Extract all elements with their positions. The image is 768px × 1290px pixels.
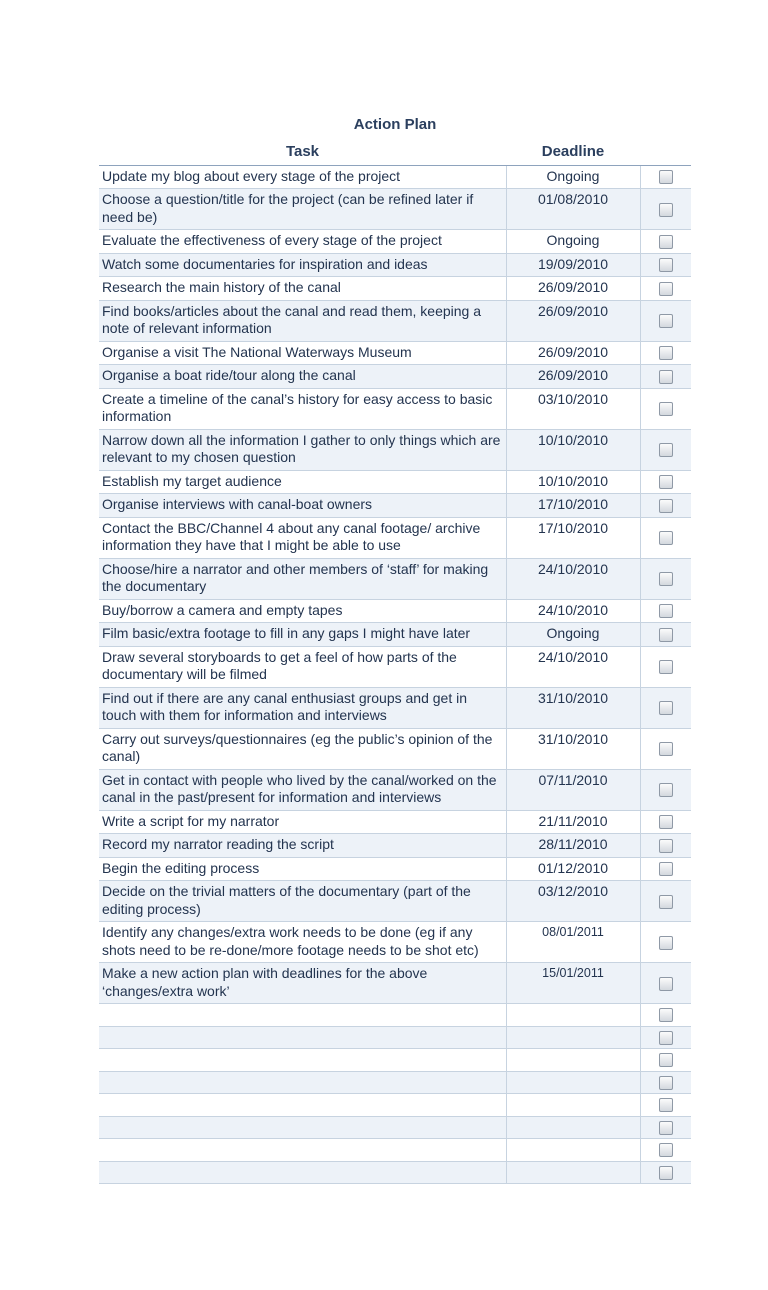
table-row — [99, 810, 691, 834]
task-cell: Contact the BBC/Channel 4 about any canal footage/ archive information they have that I might be able to use — [99, 517, 506, 558]
task-checkbox[interactable] — [659, 531, 673, 545]
checkbox-column-header — [640, 140, 691, 165]
deadline-cell: Ongoing — [506, 165, 640, 189]
task-checkbox[interactable] — [659, 783, 673, 797]
task-cell: Carry out surveys/questionnaires (eg the public’s opinion of the canal) — [99, 728, 506, 769]
table-row — [99, 1026, 691, 1049]
table-row — [99, 277, 691, 301]
task-cell — [99, 1004, 506, 1027]
table-row — [99, 1116, 691, 1139]
task-cell: Watch some documentaries for inspiration and ideas — [99, 253, 506, 277]
checkbox-cell — [640, 388, 691, 429]
task-cell — [99, 1026, 506, 1049]
checkbox-cell — [640, 517, 691, 558]
deadline-cell: 28/11/2010 — [506, 834, 640, 858]
table-row — [99, 1139, 691, 1162]
task-cell: Make a new action plan with deadlines for the above ‘changes/extra work’ — [99, 963, 506, 1004]
table-row — [99, 728, 691, 769]
task-checkbox[interactable] — [659, 660, 673, 674]
task-checkbox[interactable] — [659, 742, 673, 756]
checkbox-cell — [640, 189, 691, 230]
deadline-cell: 24/10/2010 — [506, 599, 640, 623]
deadline-cell: 24/10/2010 — [506, 558, 640, 599]
checkbox-cell — [640, 857, 691, 881]
deadline-cell: Ongoing — [506, 623, 640, 647]
checkbox-cell — [640, 810, 691, 834]
task-cell — [99, 1116, 506, 1139]
deadline-cell: 10/10/2010 — [506, 470, 640, 494]
task-checkbox[interactable] — [659, 1098, 673, 1112]
task-checkbox[interactable] — [659, 1166, 673, 1180]
task-cell: Organise a visit The National Waterways Museum — [99, 341, 506, 365]
task-checkbox[interactable] — [659, 977, 673, 991]
task-checkbox[interactable] — [659, 170, 673, 184]
checkbox-cell — [640, 1071, 691, 1094]
table-row — [99, 494, 691, 518]
task-checkbox[interactable] — [659, 258, 673, 272]
task-checkbox[interactable] — [659, 499, 673, 513]
deadline-cell: 17/10/2010 — [506, 494, 640, 518]
task-cell: Get in contact with people who lived by the canal/worked on the canal in the past/present for information and interviews — [99, 769, 506, 810]
task-cell — [99, 1139, 506, 1162]
table-row — [99, 623, 691, 647]
checkbox-cell — [640, 1004, 691, 1027]
table-row — [99, 881, 691, 922]
checkbox-cell — [640, 300, 691, 341]
checkbox-cell — [640, 558, 691, 599]
deadline-cell — [506, 1094, 640, 1117]
deadline-cell: 07/11/2010 — [506, 769, 640, 810]
checkbox-cell — [640, 341, 691, 365]
table-row — [99, 834, 691, 858]
task-cell: Write a script for my narrator — [99, 810, 506, 834]
table-row — [99, 963, 691, 1004]
deadline-cell: 08/01/2011 — [506, 922, 640, 963]
checkbox-cell — [640, 728, 691, 769]
checkbox-cell — [640, 599, 691, 623]
task-cell — [99, 1049, 506, 1072]
checkbox-cell — [640, 165, 691, 189]
table-row — [99, 1161, 691, 1184]
task-checkbox[interactable] — [659, 936, 673, 950]
deadline-cell: 19/09/2010 — [506, 253, 640, 277]
task-cell: Find out if there are any canal enthusiast groups and get in touch with them for information and interviews — [99, 687, 506, 728]
table-row — [99, 687, 691, 728]
table-row — [99, 1004, 691, 1027]
task-cell: Find books/articles about the canal and read them, keeping a note of relevant information — [99, 300, 506, 341]
table-row — [99, 1094, 691, 1117]
task-cell: Research the main history of the canal — [99, 277, 506, 301]
task-checkbox[interactable] — [659, 235, 673, 249]
checkbox-cell — [640, 881, 691, 922]
deadline-column-header: Deadline — [506, 140, 640, 165]
checkbox-cell — [640, 922, 691, 963]
task-checkbox[interactable] — [659, 572, 673, 586]
table-row — [99, 1049, 691, 1072]
checkbox-cell — [640, 1161, 691, 1184]
task-cell: Organise a boat ride/tour along the canal — [99, 365, 506, 389]
deadline-cell: 26/09/2010 — [506, 277, 640, 301]
checkbox-cell — [640, 1026, 691, 1049]
checkbox-cell — [640, 1139, 691, 1162]
task-checkbox[interactable] — [659, 839, 673, 853]
deadline-cell: Ongoing — [506, 230, 640, 254]
deadline-cell: 03/10/2010 — [506, 388, 640, 429]
task-cell: Record my narrator reading the script — [99, 834, 506, 858]
task-cell: Evaluate the effectiveness of every stage of the project — [99, 230, 506, 254]
deadline-cell: 31/10/2010 — [506, 687, 640, 728]
task-cell — [99, 1161, 506, 1184]
task-checkbox[interactable] — [659, 1031, 673, 1045]
deadline-cell: 26/09/2010 — [506, 365, 640, 389]
checkbox-cell — [640, 1116, 691, 1139]
task-cell: Establish my target audience — [99, 470, 506, 494]
checkbox-cell — [640, 646, 691, 687]
deadline-cell: 15/01/2011 — [506, 963, 640, 1004]
task-checkbox[interactable] — [659, 443, 673, 457]
table-header-row — [99, 140, 691, 165]
deadline-cell — [506, 1161, 640, 1184]
task-cell: Create a timeline of the canal’s history for easy access to basic information — [99, 388, 506, 429]
deadline-cell: 31/10/2010 — [506, 728, 640, 769]
task-checkbox[interactable] — [659, 1008, 673, 1022]
task-checkbox[interactable] — [659, 1121, 673, 1135]
task-cell: Identify any changes/extra work needs to be done (eg if any shots need to be re-done/more footage needs to be shot etc) — [99, 922, 506, 963]
task-checkbox[interactable] — [659, 1076, 673, 1090]
deadline-cell — [506, 1116, 640, 1139]
table-row — [99, 470, 691, 494]
table-row — [99, 388, 691, 429]
checkbox-cell — [640, 1049, 691, 1072]
table-row — [99, 365, 691, 389]
table-row — [99, 429, 691, 470]
table-row — [99, 341, 691, 365]
checkbox-cell — [640, 253, 691, 277]
task-checkbox[interactable] — [659, 402, 673, 416]
table-row — [99, 558, 691, 599]
table-row — [99, 857, 691, 881]
checkbox-cell — [640, 365, 691, 389]
deadline-cell: 24/10/2010 — [506, 646, 640, 687]
action-plan-table — [99, 140, 691, 1184]
deadline-cell: 03/12/2010 — [506, 881, 640, 922]
table-row — [99, 646, 691, 687]
checkbox-cell — [640, 834, 691, 858]
deadline-cell: 26/09/2010 — [506, 341, 640, 365]
task-cell: Organise interviews with canal-boat owners — [99, 494, 506, 518]
checkbox-cell — [640, 230, 691, 254]
table-row — [99, 230, 691, 254]
deadline-cell: 21/11/2010 — [506, 810, 640, 834]
task-checkbox[interactable] — [659, 370, 673, 384]
table-row — [99, 189, 691, 230]
checkbox-cell — [640, 623, 691, 647]
task-cell: Choose a question/title for the project (can be refined later if need be) — [99, 189, 506, 230]
checkbox-cell — [640, 963, 691, 1004]
task-column-header: Task — [99, 140, 506, 165]
task-checkbox[interactable] — [659, 862, 673, 876]
deadline-cell: 10/10/2010 — [506, 429, 640, 470]
task-checkbox[interactable] — [659, 895, 673, 909]
table-row — [99, 1071, 691, 1094]
task-cell — [99, 1094, 506, 1117]
deadline-cell: 01/12/2010 — [506, 857, 640, 881]
deadline-cell — [506, 1026, 640, 1049]
deadline-cell — [506, 1139, 640, 1162]
task-checkbox[interactable] — [659, 815, 673, 829]
checkbox-cell — [640, 429, 691, 470]
task-checkbox[interactable] — [659, 628, 673, 642]
table-row — [99, 599, 691, 623]
task-cell: Begin the editing process — [99, 857, 506, 881]
table-row — [99, 253, 691, 277]
task-checkbox[interactable] — [659, 314, 673, 328]
task-cell: Buy/borrow a camera and empty tapes — [99, 599, 506, 623]
table-row — [99, 300, 691, 341]
table-row — [99, 922, 691, 963]
task-checkbox[interactable] — [659, 1053, 673, 1067]
deadline-cell — [506, 1004, 640, 1027]
checkbox-cell — [640, 277, 691, 301]
table-row — [99, 517, 691, 558]
checkbox-cell — [640, 1094, 691, 1117]
checkbox-cell — [640, 494, 691, 518]
task-cell: Narrow down all the information I gather to only things which are relevant to my chosen question — [99, 429, 506, 470]
task-cell: Choose/hire a narrator and other members of ‘staff’ for making the documentary — [99, 558, 506, 599]
checkbox-cell — [640, 769, 691, 810]
task-checkbox[interactable] — [659, 203, 673, 217]
deadline-cell: 26/09/2010 — [506, 300, 640, 341]
page-title: Action Plan — [353, 116, 437, 133]
task-checkbox[interactable] — [659, 475, 673, 489]
task-checkbox[interactable] — [659, 604, 673, 618]
task-cell: Film basic/extra footage to fill in any gaps I might have later — [99, 623, 506, 647]
table-row — [99, 769, 691, 810]
task-checkbox[interactable] — [659, 282, 673, 296]
task-checkbox[interactable] — [659, 701, 673, 715]
checkbox-cell — [640, 470, 691, 494]
task-checkbox[interactable] — [659, 346, 673, 360]
checkbox-cell — [640, 687, 691, 728]
deadline-cell — [506, 1071, 640, 1094]
task-checkbox[interactable] — [659, 1143, 673, 1157]
table-row — [99, 165, 691, 189]
task-cell: Update my blog about every stage of the project — [99, 165, 506, 189]
task-cell: Decide on the trivial matters of the documentary (part of the editing process) — [99, 881, 506, 922]
deadline-cell: 17/10/2010 — [506, 517, 640, 558]
task-cell: Draw several storyboards to get a feel of how parts of the documentary will be filmed — [99, 646, 506, 687]
task-cell — [99, 1071, 506, 1094]
deadline-cell: 01/08/2010 — [506, 189, 640, 230]
deadline-cell — [506, 1049, 640, 1072]
